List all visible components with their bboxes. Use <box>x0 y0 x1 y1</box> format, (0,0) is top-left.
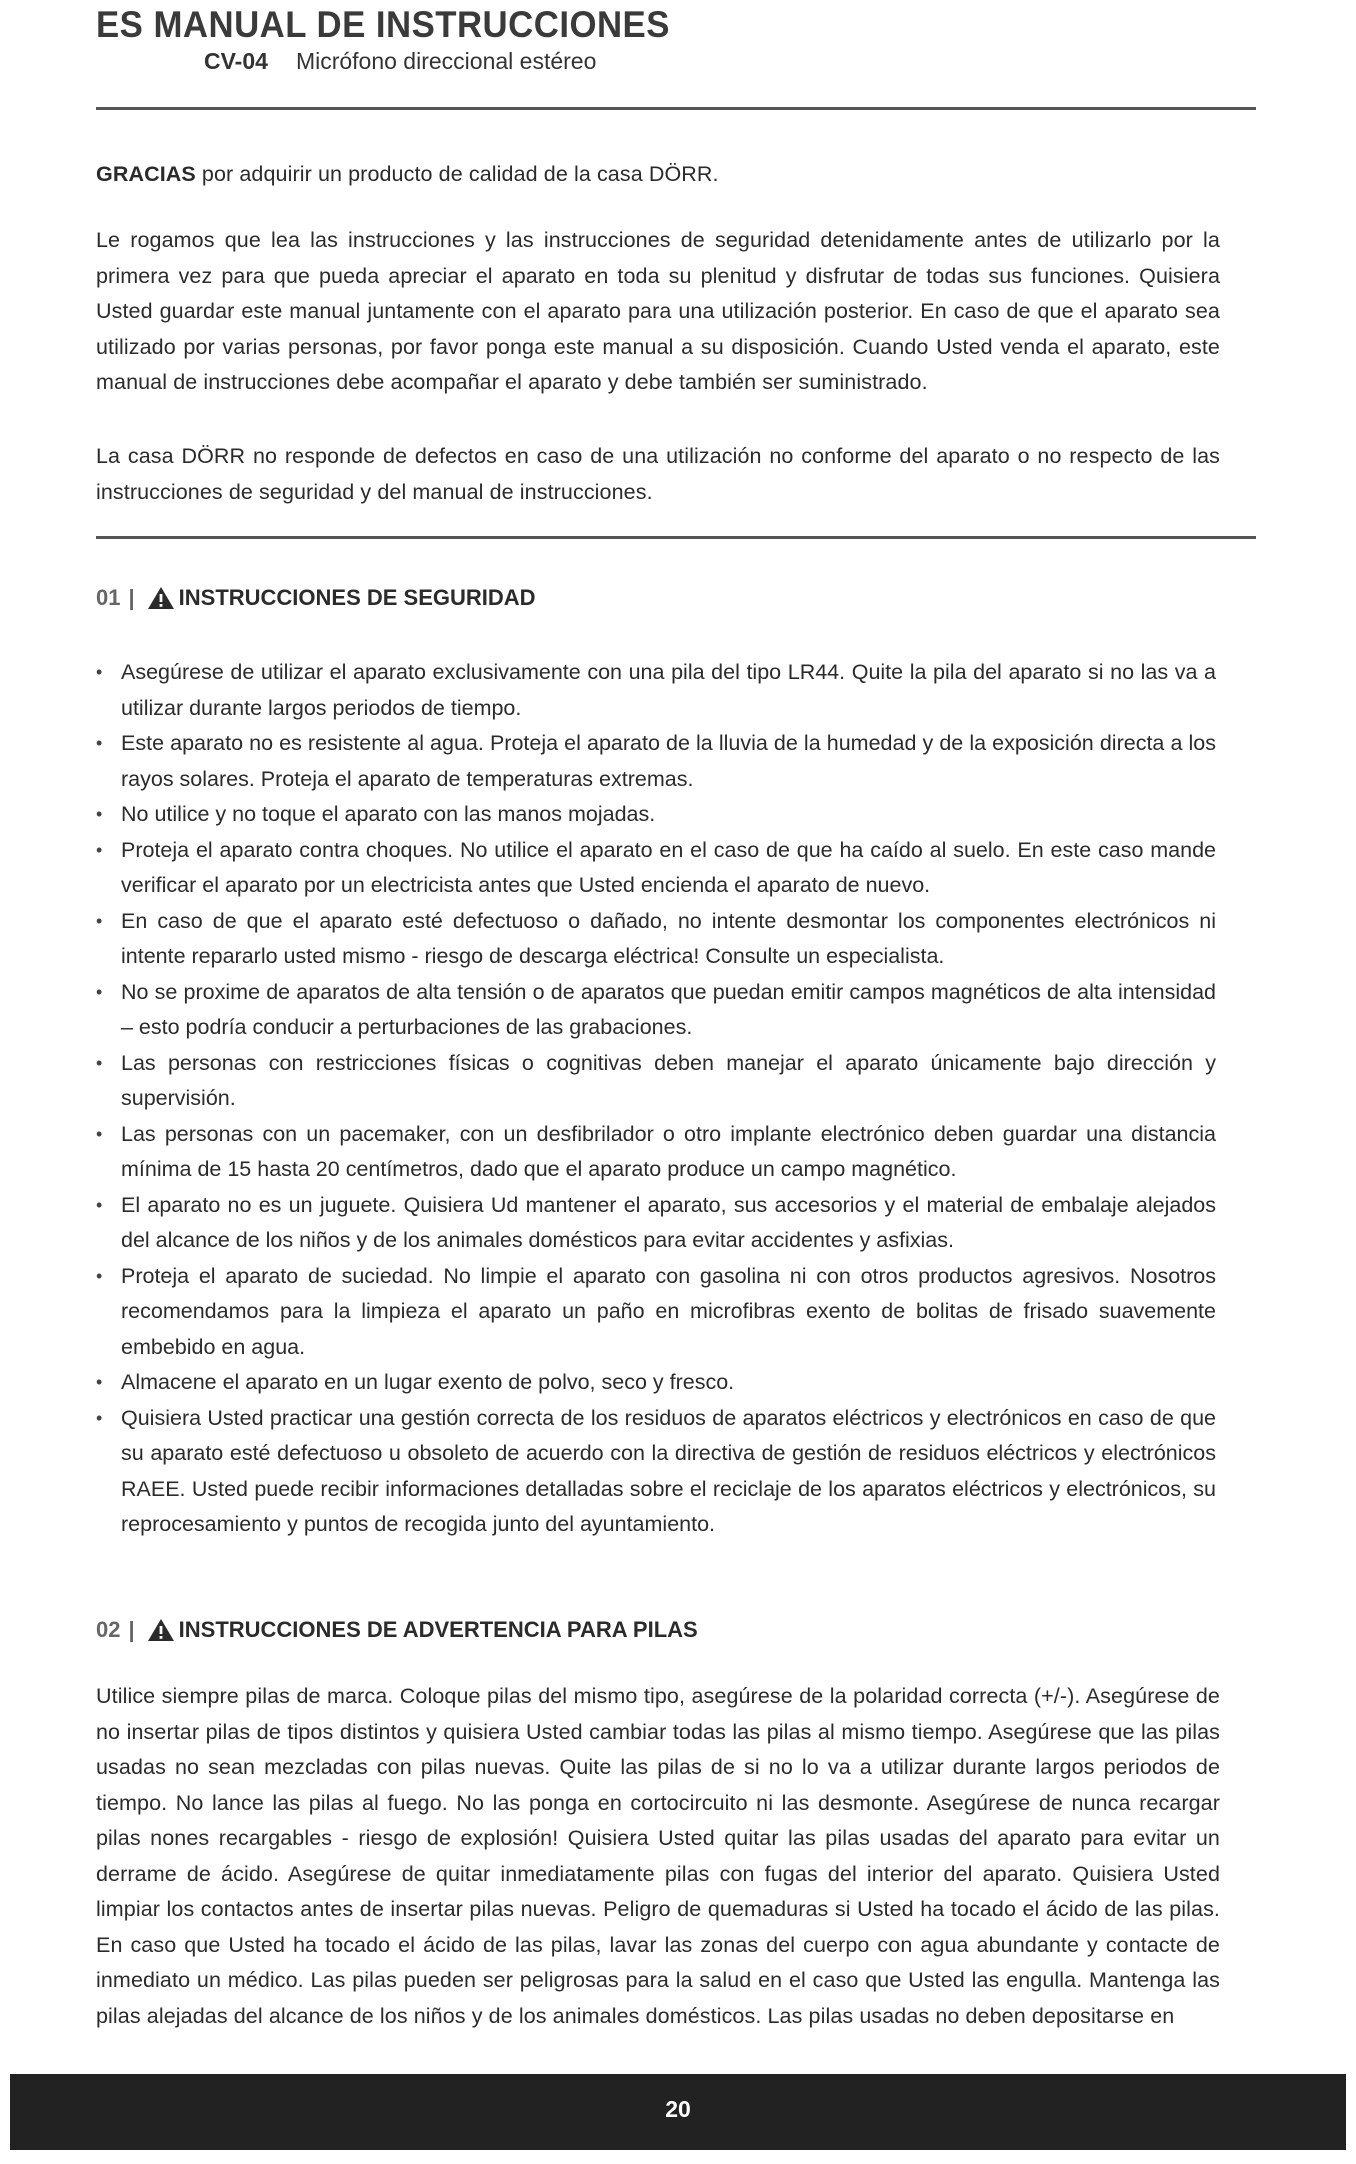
bullet-icon: • <box>96 1407 103 1428</box>
safety-instructions-list <box>96 655 1216 1543</box>
section-02-separator: | <box>128 1617 135 1642</box>
list-item: • Asegúrese de utilizar el aparato exclusivamente con una pila del tipo LR44. Quite la pila del aparato si no las va a utilizar durante largos periodos de tiempo. <box>96 655 1216 726</box>
list-item: • Quisiera Usted practicar una gestión correcta de los residuos de aparatos eléctricos y electrónicos en caso de que su aparato esté defectuoso u obsoleto de acuerdo con la directiva de gestión de residuos eléctricos y electrónicos RAEE. Usted puede recibir informaciones detalladas sobre el reciclaje de los aparatos eléctricos y electrónicos, su reprocesamiento y puntos de recogida junto del ayuntamiento. <box>96 1401 1216 1543</box>
product-subtitle <box>204 48 596 75</box>
section-01-number: 01 <box>96 585 121 610</box>
list-item: • El aparato no es un juguete. Quisiera Ud mantener el aparato, sus accesorios y el material de embalaje alejados del alcance de los niños y de los animales domésticos para evitar accidentes y asfixias. <box>96 1188 1216 1259</box>
bullet-icon: • <box>96 1052 103 1073</box>
section-02-number: 02 <box>96 1617 121 1642</box>
section-02-heading <box>96 1617 698 1643</box>
list-item: • No se proxime de aparatos de alta tensión o de aparatos que puedan emitir campos magnéticos de alta intensidad – esto podría conducir a perturbaciones de las grabaciones. <box>96 975 1216 1046</box>
list-item: • No utilice y no toque el aparato con las manos mojadas. <box>96 797 1216 833</box>
bullet-icon: • <box>96 733 103 753</box>
bullet-icon: • <box>96 1265 103 1286</box>
bullet-icon: • <box>96 910 103 931</box>
bullet-icon: • <box>96 1372 103 1392</box>
intro-text-2: La casa DÖRR no responde de defectos en caso de una utilización no conforme del aparato o no respecto de las instrucciones de seguridad y del manual de instrucciones. <box>96 444 1220 504</box>
header-divider <box>96 107 1256 110</box>
list-item: • Las personas con restricciones físicas o cognitivas deben manejar el aparato únicamente bajo dirección y supervisión. <box>96 1046 1216 1117</box>
manual-title: ES MANUAL DE INSTRUCCIONES <box>96 4 670 45</box>
bullet-icon: • <box>96 981 103 1002</box>
bullet-icon: • <box>96 839 103 860</box>
list-item: • Almacene el aparato en un lugar exento de polvo, seco y fresco. <box>96 1365 1216 1401</box>
thanks-paragraph <box>96 157 1220 193</box>
battery-warnings-paragraph <box>96 1679 1220 2034</box>
section-01-heading <box>96 585 536 611</box>
section-02-title: INSTRUCCIONES DE ADVERTENCIA PARA PILAS <box>178 1617 698 1642</box>
model-code: CV-04 <box>204 48 268 74</box>
section-divider <box>96 536 1256 539</box>
battery-warnings-text: Utilice siempre pilas de marca. Coloque pilas del mismo tipo, asegúrese de la polaridad correcta (+/-). Asegúrese de no insertar pilas de tipos distintos y quisiera Usted cambiar todas las pilas al mismo tiempo. Asegúrese que las pilas usadas no sean mezcladas con pilas nuevas. Quite las pilas de si no lo va a utilizar durante largos periodos de tiempo. No lance las pilas al fuego. No las ponga en cortocircuito ni las desmonte. Asegúrese de nunca recargar pilas nones recargables - riesgo de explosión! Quisiera Usted quitar las pilas usadas del aparato para evitar un derrame de ácido. Asegúrese de quitar inmediatamente pilas con fugas del interior del aparato. Quisiera Usted limpiar los contactos antes de insertar pilas nuevas. Peligro de quemaduras si Usted ha tocado el ácido de las pilas. En caso que Usted ha tocado el ácido de las pilas, lavar las zonas del cuerpo con agua abundante y contacte de inmediato un médico. Las pilas pueden ser peligrosas para la salud en el caso que Usted las engulla. Mantenga las pilas alejadas del alcance de los niños y de los animales domésticos. Las pilas usadas no deben depositarse en <box>96 1684 1220 2028</box>
bullet-icon: • <box>96 804 103 824</box>
list-item: • Proteja el aparato contra choques. No utilice el aparato en el caso de que ha caído al suelo. En este caso mande verificar el aparato por un electricista antes que Usted encienda el aparato de nuevo. <box>96 833 1216 904</box>
page-number: 20 <box>665 2096 691 2122</box>
bullet-icon: • <box>96 662 103 682</box>
product-name: Micrófono direccional estéreo <box>295 48 597 74</box>
section-01-title: INSTRUCCIONES DE SEGURIDAD <box>178 585 536 610</box>
list-item: • Este aparato no es resistente al agua. Proteja el aparato de la lluvia de la humedad y de la exposición directa a los rayos solares. Proteja el aparato de temperaturas extremas. <box>96 726 1216 797</box>
list-item: • En caso de que el aparato esté defectuoso o dañado, no intente desmontar los componentes electrónicos ni intente repararlo usted mismo - riesgo de descarga eléctrica! Consulte un especialista. <box>96 904 1216 975</box>
intro-paragraph-1 <box>96 223 1220 401</box>
list-item: • Las personas con un pacemaker, con un desfibrilador o otro implante electrónico deben guardar una distancia mínima de 15 hasta 20 centímetros, dado que el aparato produce un campo magnético. <box>96 1117 1216 1188</box>
warning-icon <box>147 1618 175 1642</box>
thanks-strong: GRACIAS <box>96 162 196 186</box>
thanks-text: por adquirir un producto de calidad de la casa DÖRR. <box>195 162 719 186</box>
list-item: • Proteja el aparato de suciedad. No limpie el aparato con gasolina ni con otros productos agresivos. Nosotros recomendamos para la limpieza el aparato un paño en microfibras exento de bolitas de frisado suavemente embebido en agua. <box>96 1259 1216 1366</box>
warning-icon <box>147 586 175 610</box>
bullet-icon: • <box>96 1194 103 1215</box>
intro-text-1: Le rogamos que lea las instrucciones y las instrucciones de seguridad detenidamente antes de utilizarlo por la primera vez para que pueda apreciar el aparato en toda su plenitud y disfrutar de todas sus funciones. Quisiera Usted guardar este manual juntamente con el aparato para una utilización posterior. En caso de que el aparato sea utilizado por varias personas, por favor ponga este manual a su disposición. Cuando Usted venda el aparato, este manual de instrucciones debe acompañar el aparato y debe también ser suministrado. <box>96 228 1220 394</box>
section-01-separator: | <box>128 585 135 610</box>
intro-paragraph-2 <box>96 439 1220 510</box>
page-footer <box>10 2074 1346 2150</box>
bullet-icon: • <box>96 1123 103 1144</box>
